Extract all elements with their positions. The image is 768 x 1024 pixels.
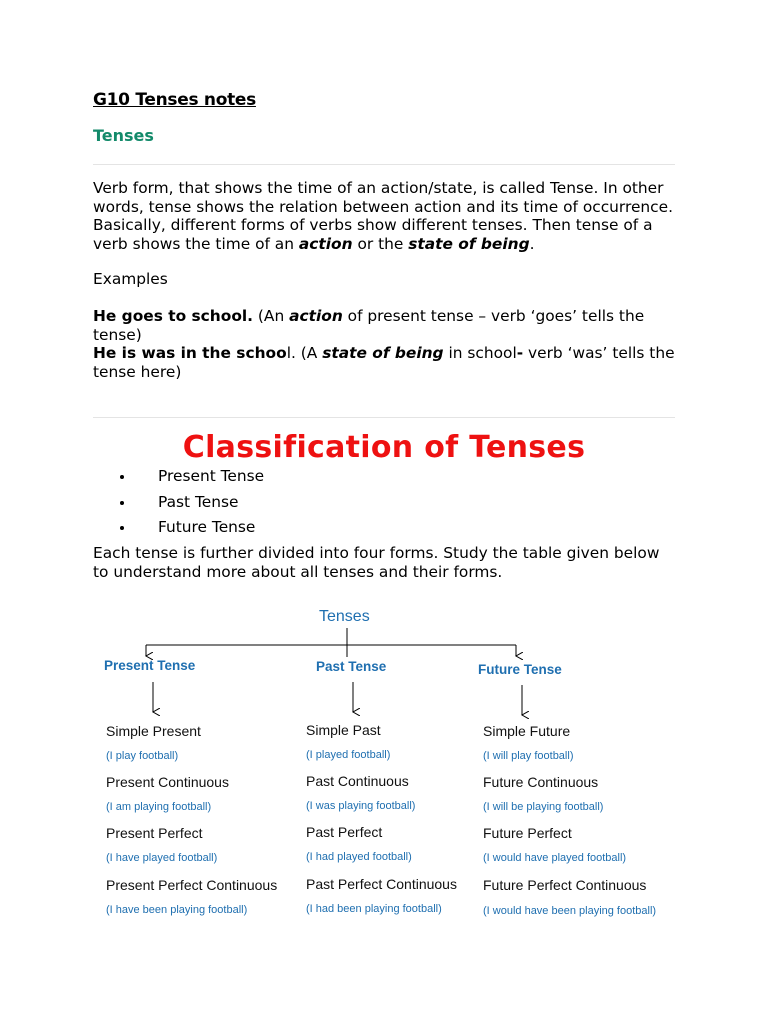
tense-example: (I play football) [106, 750, 179, 762]
tense-example: (I would have played football) [483, 852, 627, 864]
tense-example: (I have been playing football) [106, 904, 248, 916]
tense-example: (I will play football) [483, 750, 574, 762]
divider [93, 417, 675, 418]
diagram-root: Tenses [319, 608, 370, 625]
section-heading: Tenses [93, 126, 154, 145]
column-heading-future: Future Tense [478, 662, 562, 677]
tense-form: Past Perfect Continuous [306, 876, 457, 892]
tense-example: (I would have been playing football) [483, 905, 657, 917]
classification-list [93, 466, 264, 543]
tense-form: Future Perfect Continuous [483, 877, 647, 893]
tense-form: Future Perfect [483, 825, 572, 841]
column-heading-present: Present Tense [104, 658, 196, 673]
tense-example: (I am playing football) [106, 801, 212, 813]
tense-form: Simple Future [483, 723, 571, 739]
document-title: G10 Tenses notes [93, 90, 256, 110]
tense-form: Past Continuous [306, 773, 409, 789]
divider [93, 164, 675, 165]
tense-form: Simple Present [106, 723, 201, 739]
tense-form: Present Perfect [106, 825, 203, 841]
example-2: He is was in the school. (A state of being in school- verb ‘was’ tells the tense here) [93, 344, 675, 381]
tense-form: Present Perfect Continuous [106, 877, 278, 893]
tense-example: (I have played football) [106, 852, 218, 864]
example-1: He goes to school. (An action of present tense – verb ‘goes’ tells the tense) [93, 307, 645, 344]
tense-example: (I had been playing football) [306, 903, 442, 915]
tense-form: Future Continuous [483, 774, 599, 790]
examples-label: Examples [93, 270, 168, 288]
tense-example: (I had played football) [306, 851, 412, 863]
tense-form: Past Perfect [306, 824, 383, 840]
intro-paragraph: Verb form, that shows the time of an action/state, is called Tense. In other words, tense shows the relation between action and its time of occurrence. Basically, different forms of verbs show different tenses. Then tense of a verb shows the time of an action or the state of being. [93, 179, 674, 253]
list-item: Present Tense [93, 466, 264, 492]
tense-form: Present Continuous [106, 774, 229, 790]
list-item: Future Tense [93, 517, 264, 543]
tense-example: (I will be playing football) [483, 801, 604, 813]
list-item: Past Tense [93, 492, 264, 518]
tense-example: (I was playing football) [306, 800, 416, 812]
closing-paragraph: Each tense is further divided into four forms. Study the table given below to understand more about all tenses and their forms. [93, 544, 660, 581]
classification-title: Classification of Tenses [182, 430, 586, 465]
column-heading-past: Past Tense [316, 659, 387, 674]
tense-example: (I played football) [306, 749, 391, 761]
tense-form: Simple Past [306, 722, 381, 738]
